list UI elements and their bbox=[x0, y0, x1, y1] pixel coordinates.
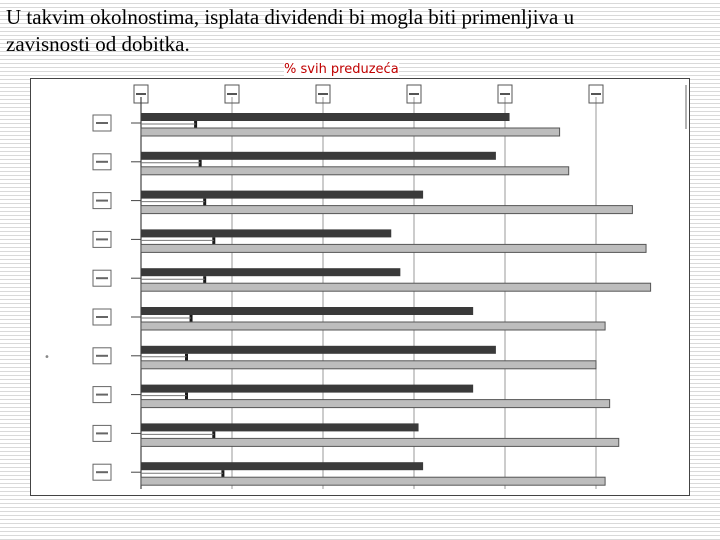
bar-dark bbox=[141, 113, 510, 121]
bar-light bbox=[141, 361, 596, 369]
bar-light bbox=[141, 438, 619, 446]
bar-light bbox=[141, 477, 605, 485]
slide-title bbox=[6, 4, 706, 58]
scan-mark: • bbox=[44, 352, 50, 363]
bar-light bbox=[141, 244, 646, 252]
slide-title-line-1: U takvim okolnostima, isplata dividendi bi mogla biti primenljiva u bbox=[6, 5, 575, 29]
bar-light bbox=[141, 128, 560, 136]
bar-dark bbox=[141, 462, 423, 470]
bar-dark bbox=[141, 423, 419, 431]
bar-light bbox=[141, 400, 610, 408]
bar-dark bbox=[141, 229, 391, 237]
bar-dark bbox=[141, 191, 423, 199]
scanned-chart bbox=[30, 78, 690, 496]
bar-light bbox=[141, 167, 569, 175]
bar-light bbox=[141, 283, 651, 291]
bar-dark bbox=[141, 307, 473, 315]
bar-light bbox=[141, 206, 632, 214]
bar-light bbox=[141, 322, 605, 330]
x-axis-label: % svih preduzeća bbox=[284, 62, 399, 77]
bar-chart bbox=[31, 79, 691, 497]
slide-title-line-2: zavisnosti od dobitka. bbox=[6, 32, 190, 56]
bar-dark bbox=[141, 346, 496, 354]
bar-dark bbox=[141, 152, 496, 160]
bar-dark bbox=[141, 385, 473, 393]
bar-dark bbox=[141, 268, 400, 276]
